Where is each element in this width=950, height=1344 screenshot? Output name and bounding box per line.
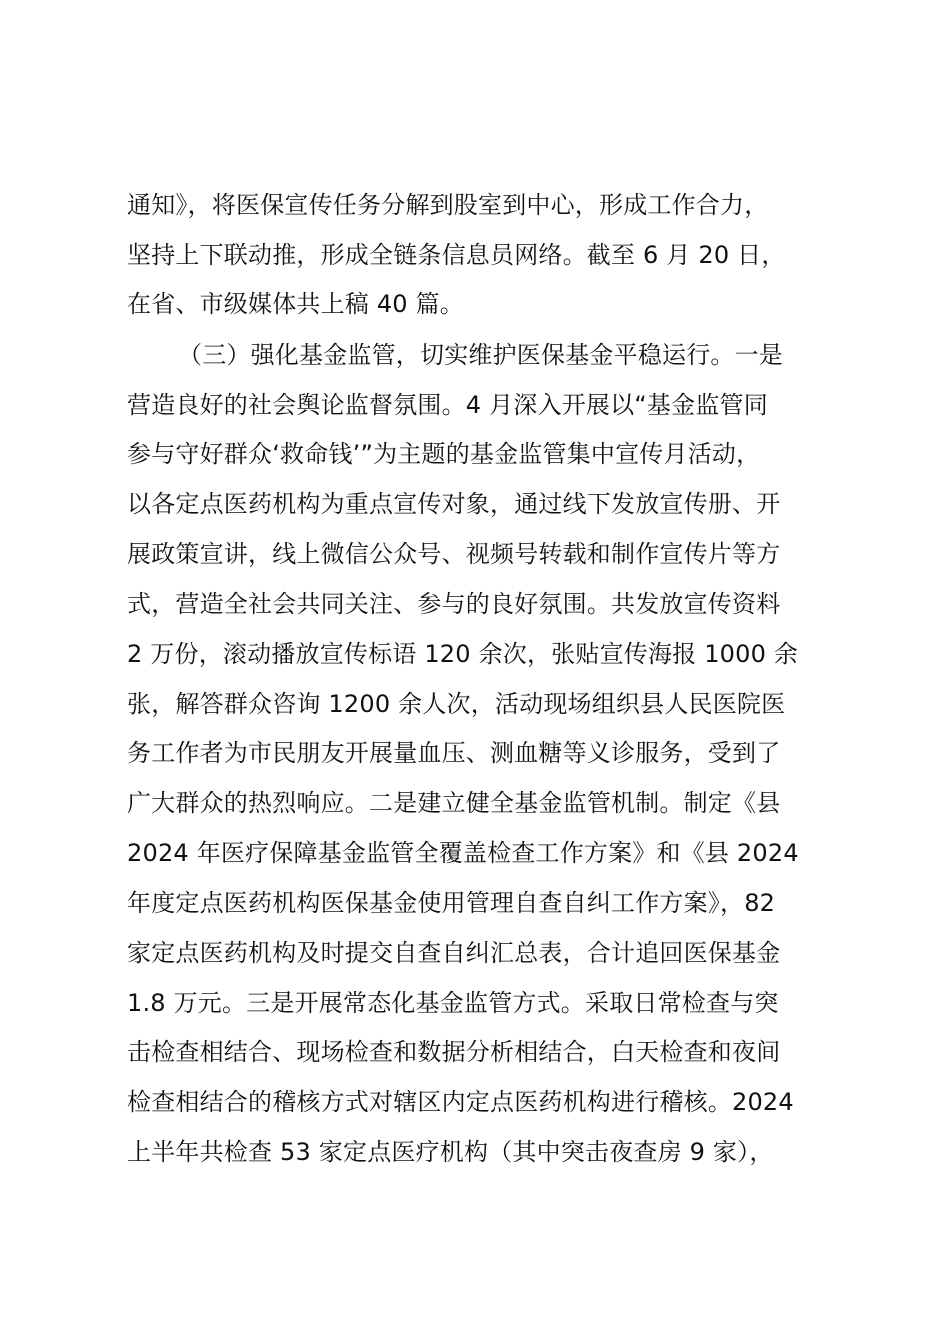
text-line: 上半年共检查 53 家定点医疗机构（其中突击夜查房 9 家）， — [127, 1138, 774, 1166]
text-line: 营造良好的社会舆论监督氛围。4 月深入开展以“基金监管同 — [127, 391, 768, 419]
text-line: 坚持上下联动推，形成全链条信息员网络。截至 6 月 20 日， — [127, 241, 786, 269]
text-line: 广大群众的热烈响应。二是建立健全基金监管机制。制定《县 — [127, 789, 781, 817]
text-line: 2024 年医疗保障基金监管全覆盖检查工作方案》和《县 2024 — [127, 839, 799, 867]
text-line: 展政策宣讲，线上微信公众号、视频号转载和制作宣传片等方 — [127, 540, 781, 568]
text-line: 1.8 万元。三是开展常态化基金监管方式。采取日常检查与突 — [127, 989, 779, 1017]
text-line: 检查相结合的稽核方式对辖区内定点医药机构进行稽核。2024 — [127, 1088, 794, 1116]
text-line: 击检查相结合、现场检查和数据分析相结合，白天检查和夜间 — [127, 1038, 781, 1066]
text-line: 式，营造全社会共同关注、参与的良好氛围。共发放宣传资料 — [127, 590, 781, 618]
text-line: 年度定点医药机构医保基金使用管理自查自纠工作方案》，82 — [127, 889, 776, 917]
text-line: 家定点医药机构及时提交自查自纠汇总表，合计追回医保基金 — [127, 939, 781, 967]
text-line: 通知》，将医保宣传任务分解到股室到中心，形成工作合力， — [127, 191, 769, 219]
text-line: 张，解答群众咨询 1200 余人次，活动现场组织县人民医院医 — [127, 690, 786, 718]
text-line: 在省、市级媒体共上稿 40 篇。 — [127, 290, 464, 318]
text-line: 以各定点医药机构为重点宣传对象，通过线下发放宣传册、开 — [127, 490, 781, 518]
text-line: 务工作者为市民朋友开展量血压、测血糖等义诊服务，受到了 — [127, 739, 781, 767]
text-line: 2 万份，滚动播放宣传标语 120 余次，张贴宣传海报 1000 余 — [127, 640, 799, 668]
section-heading-line: （三）强化基金监管，切实维护医保基金平稳运行。一是 — [178, 341, 783, 369]
text-line: 参与守好群众‘救命钱’”为主题的基金监管集中宣传月活动， — [127, 440, 761, 468]
